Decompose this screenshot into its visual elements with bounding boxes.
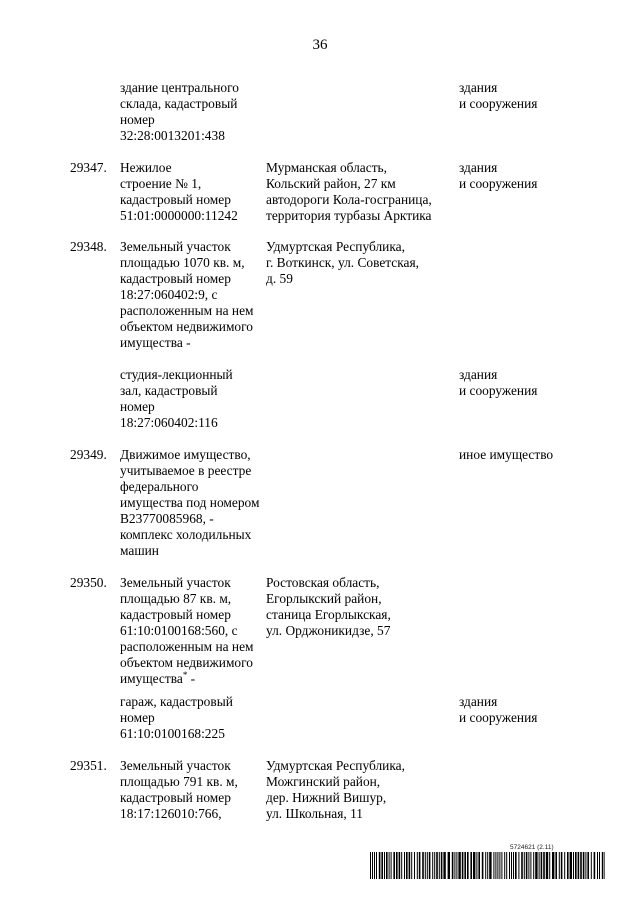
description-line: строение № 1,	[120, 176, 202, 191]
address-line: д. 59	[266, 271, 293, 286]
address-line: ул. Школьная, 11	[266, 806, 363, 821]
description-line: склада, кадастровый	[120, 96, 238, 111]
category-line: здания	[459, 80, 498, 95]
address-line: Удмуртская Республика,	[266, 758, 405, 773]
address-line: ул. Орджоникидзе, 57	[266, 623, 391, 638]
description-line: кадастровый номер	[120, 790, 231, 805]
address-line: дер. Нижний Вишур,	[266, 790, 387, 805]
entry-description	[120, 447, 265, 559]
description-line: 18:27:060402:9, с	[120, 287, 218, 302]
entry-category	[459, 447, 599, 463]
description-line: 18:17:126010:766,	[120, 806, 222, 821]
description-line: расположенным на нем	[120, 639, 254, 654]
description-line: 61:10:0100168:560, с	[120, 623, 238, 638]
footnote-mark: *	[182, 670, 188, 680]
address-line: автодороги Кола-госграница,	[266, 192, 432, 207]
description-line: объектом недвижимого	[120, 319, 253, 334]
entry-category	[459, 367, 599, 399]
address-line: Ростовская область,	[266, 575, 380, 590]
entry-description	[120, 694, 265, 742]
category-line: здания	[459, 694, 498, 709]
entry-address	[266, 160, 451, 224]
address-line: станица Егорлыкская,	[266, 607, 391, 622]
category-line: и сооружения	[459, 176, 538, 191]
barcode-image	[370, 852, 605, 879]
category-line: здания	[459, 160, 498, 175]
description-line: Нежилое	[120, 160, 172, 175]
document-code: 5724621 (2.11)	[510, 844, 554, 851]
description-line: Земельный участок	[120, 239, 231, 254]
entry-category	[459, 694, 599, 726]
entry-number: 29351.	[70, 758, 107, 773]
entry-address	[266, 758, 451, 822]
description-line: учитываемое в реестре	[120, 463, 252, 478]
entry-address	[266, 239, 451, 287]
description-line: площадью 1070 кв. м,	[120, 255, 245, 270]
description-line: номер	[120, 112, 155, 127]
description-line: Земельный участок	[120, 758, 231, 773]
address-line: Егорлыкский район,	[266, 591, 382, 606]
entry-description	[120, 239, 265, 351]
description-line: 32:28:0013201:438	[120, 128, 225, 143]
description-line: гараж, кадастровый	[120, 694, 233, 709]
entry-number: 29347.	[70, 160, 107, 175]
category-line: и сооружения	[459, 383, 538, 398]
description-line: объектом недвижимого	[120, 655, 253, 670]
entry-description	[120, 367, 265, 431]
entry-address	[266, 575, 451, 639]
category-line: и сооружения	[459, 710, 538, 725]
description-line: номер	[120, 399, 155, 414]
description-line: комплекс холодильных	[120, 527, 252, 542]
description-line: имущества -	[120, 335, 191, 350]
address-line: Кольский район, 27 км	[266, 176, 396, 191]
category-line: и сооружения	[459, 96, 538, 111]
description-line: здание центрального	[120, 80, 239, 95]
entry-category	[459, 80, 599, 112]
description-line: имущества под номером	[120, 495, 260, 510]
description-line: площадью 791 кв. м,	[120, 774, 238, 789]
entry-description	[120, 80, 265, 144]
entry-category	[459, 160, 599, 192]
description-line: расположенным на нем	[120, 303, 254, 318]
address-line: Мурманская область,	[266, 160, 387, 175]
description-line: площадью 87 кв. м,	[120, 591, 232, 606]
category-line: иное имущество	[459, 447, 554, 462]
description-line: 18:27:060402:116	[120, 415, 218, 430]
address-line: территория турбазы Арктика	[266, 208, 432, 223]
entry-number: 29348.	[70, 239, 107, 254]
description-line: федерального	[120, 479, 199, 494]
entry-number: 29350.	[70, 575, 107, 590]
description-text: -	[187, 671, 196, 686]
description-text: имущества	[120, 671, 183, 686]
description-line: кадастровый номер	[120, 271, 231, 286]
entry-description	[120, 575, 265, 687]
description-line: 51:01:0000000:11242	[120, 208, 238, 223]
description-line: номер	[120, 710, 155, 725]
description-line: 61:10:0100168:225	[120, 726, 225, 741]
description-line: машин	[120, 543, 159, 558]
category-line: здания	[459, 367, 498, 382]
page-number: 36	[312, 37, 328, 53]
entry-number: 29349.	[70, 447, 107, 462]
description-line: зал, кадастровый	[120, 383, 218, 398]
address-line: Можгинский район,	[266, 774, 381, 789]
entry-description	[120, 160, 265, 224]
description-line: кадастровый номер	[120, 607, 231, 622]
address-line: г. Воткинск, ул. Советская,	[266, 255, 419, 270]
description-line: В23770085968, -	[120, 511, 214, 526]
entry-description	[120, 758, 265, 822]
description-line: Земельный участок	[120, 575, 231, 590]
address-line: Удмуртская Республика,	[266, 239, 405, 254]
description-line: кадастровый номер	[120, 192, 231, 207]
description-line	[120, 671, 265, 687]
description-line: студия-лекционный	[120, 367, 233, 382]
description-line: Движимое имущество,	[120, 447, 251, 462]
